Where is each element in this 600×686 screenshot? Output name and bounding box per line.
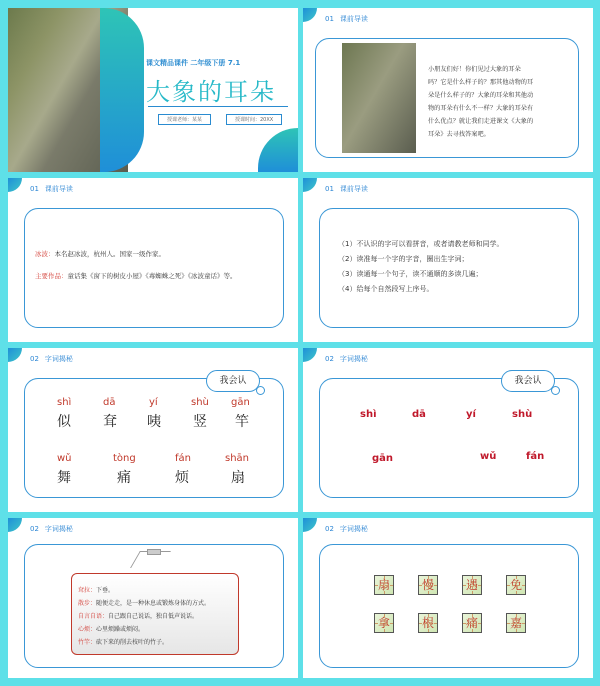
section-header: 02 字词揭秘 — [325, 355, 368, 363]
character-tile: 慢 — [418, 575, 438, 595]
steps-list: （1）不认识的字可以看拼音，或者请教老师和同学。 （2）读准每一个字的字音，圈出生字词； （3）读通每一个句子，读不通顺的多读几遍； （4）给每个自然段写上序号。 — [338, 240, 504, 293]
content-card — [315, 38, 579, 158]
corner-wave — [258, 128, 298, 172]
corner-accent — [8, 518, 22, 532]
character-tile: 拿 — [374, 613, 394, 633]
pinyin: shù — [512, 409, 533, 420]
corner-accent — [303, 178, 317, 192]
works-line: 主要作品：童话集《窗下的树皮小屋》《毒蜘蛛之死》《冰波童话》等。 — [35, 272, 237, 280]
pinyin: gān — [231, 397, 250, 408]
pinyin: yí — [466, 409, 476, 420]
corner-accent — [8, 178, 22, 192]
series-label: 课文精品课件 二年级下册 7.1 — [146, 59, 241, 67]
content-card — [319, 544, 579, 668]
pinyin: gān — [372, 453, 394, 464]
character-tile: 扇 — [374, 575, 394, 595]
slide-pinyin[interactable] — [303, 348, 593, 512]
hanzi: 舞 — [57, 470, 71, 486]
pinyin: shì — [360, 409, 377, 420]
title-underline — [148, 106, 288, 107]
content-card — [24, 544, 284, 668]
cover-title: 大象的耳朵 — [146, 78, 276, 106]
pinyin: fán — [175, 453, 191, 464]
section-header: 01 课前导读 — [30, 185, 73, 193]
cloud-label: 我会认 — [206, 370, 260, 392]
pinyin: wǔ — [57, 453, 72, 464]
content-card — [24, 378, 284, 498]
section-header: 02 字词揭秘 — [325, 525, 368, 533]
slide-steps[interactable] — [303, 178, 593, 342]
hanger-tag — [147, 549, 161, 555]
hanzi: 似 — [57, 414, 71, 430]
pinyin: shù — [191, 397, 209, 408]
hanzi: 竿 — [235, 414, 249, 430]
hanzi: 扇 — [231, 470, 245, 486]
slide-author[interactable] — [8, 178, 298, 342]
elephant-photo — [342, 43, 416, 153]
section-header: 01 课前导读 — [325, 15, 368, 23]
character-tile: 嘉 — [506, 613, 526, 633]
pinyin: wǔ — [480, 451, 497, 462]
teal-wave-decoration — [100, 8, 144, 172]
hanzi: 耷 — [103, 414, 117, 430]
character-tile: 遇 — [462, 575, 482, 595]
hanzi: 烦 — [175, 470, 189, 486]
pinyin: fán — [526, 451, 545, 462]
slide-tiles[interactable] — [303, 518, 593, 678]
pinyin: dā — [412, 409, 426, 420]
section-header: 01 课前导读 — [325, 185, 368, 193]
date-label: 授课时间：20XX — [226, 114, 282, 125]
intro-paragraph: 小朋友们好！你们见过大象的耳朵 吗？它是什么样子的？那其他动物的耳 朵是什么样子的？大象的耳朵和其他动 物的耳朵有什么不一样？大象的耳朵有 什么优点？就让我们走进课文《大象的 耳朵》去寻找答案吧。 — [428, 66, 534, 138]
corner-accent — [303, 348, 317, 362]
hanzi: 咦 — [147, 414, 161, 430]
hanzi: 竖 — [193, 414, 207, 430]
pinyin: dā — [103, 397, 116, 408]
pinyin: tòng — [113, 453, 136, 464]
teacher-label: 授课老师：某某 — [158, 114, 211, 125]
slide-cover[interactable] — [8, 8, 298, 172]
content-card — [319, 208, 579, 328]
section-header: 02 字词揭秘 — [30, 525, 73, 533]
content-card — [319, 378, 579, 498]
author-line: 冰波：本名赵冰波，杭州人。国家一级作家。 — [35, 250, 165, 258]
corner-accent — [303, 518, 317, 532]
character-tile: 痛 — [462, 613, 482, 633]
cloud-label: 我会认 — [501, 370, 555, 392]
slide-intro[interactable] — [303, 8, 593, 172]
character-tile: 免 — [506, 575, 526, 595]
pinyin: yí — [149, 397, 158, 408]
pinyin: shān — [225, 453, 250, 464]
hanzi: 痛 — [117, 470, 131, 486]
slide-words[interactable] — [8, 348, 298, 512]
pinyin: shì — [57, 397, 72, 408]
definition-list: 耷拉：下垂。 散步：随便走走，是一种休息或锻炼身体的方式。 自言自语：自己跟自己说话，独自低声说话。 心烦：心里烦躁或烦闷。 竹竿：砍下来的削去枝叶的竹子。 — [78, 587, 211, 646]
corner-accent — [8, 348, 22, 362]
definition-board — [71, 573, 239, 655]
content-card — [24, 208, 284, 328]
slide-definitions[interactable] — [8, 518, 298, 678]
corner-accent — [303, 8, 317, 22]
character-tile: 根 — [418, 613, 438, 633]
section-header: 02 字词揭秘 — [30, 355, 73, 363]
